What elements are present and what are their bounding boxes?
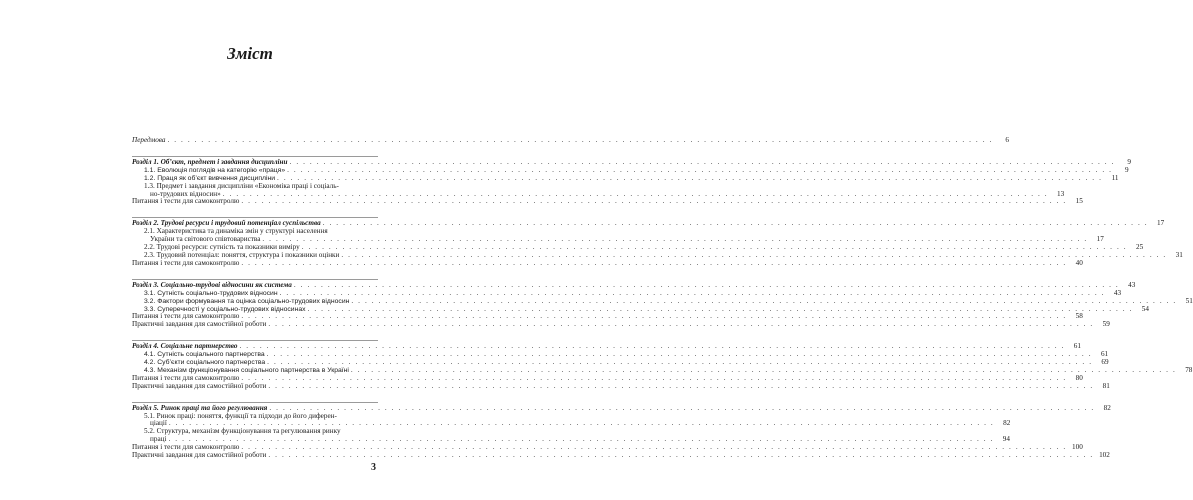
page-number: 3 [371, 462, 376, 473]
toc-leader-dots [277, 175, 1102, 183]
toc-leader-dots [323, 220, 1148, 228]
toc-page-number: 13 [1057, 189, 1065, 198]
toc-page-number: 25 [1135, 243, 1144, 252]
toc-page-number: 40 [1075, 258, 1083, 267]
toc-page-number: 43 [1113, 288, 1122, 297]
section-divider [132, 402, 378, 403]
toc-label: 1.2. Праця як об’єкт вивчення дисципліни [144, 174, 276, 182]
toc-leader-dots [241, 198, 1066, 206]
toc-label-continued: но-трудових відносин» [150, 189, 221, 198]
toc-label: Питання і тести для самоконтролю [132, 258, 240, 267]
toc-label: 4.3. Механізм функціонування соціального партнерства в Україні [144, 366, 349, 374]
toc-page-number: 58 [1075, 312, 1083, 321]
toc-tasks-4[interactable] [132, 381, 1110, 391]
toc-label: Передмова [132, 136, 166, 144]
toc-label: Питання і тести для самоконтролю [132, 312, 240, 321]
toc-leader-dots [269, 405, 1094, 413]
toc-leader-dots [241, 260, 1066, 268]
toc-page-number: 61 [1100, 350, 1109, 359]
toc-page-number: 43 [1128, 280, 1136, 289]
section-divider [132, 156, 378, 157]
table-of-contents [132, 136, 1193, 460]
toc-page-number: 61 [1073, 342, 1081, 351]
toc-label: 2.1. Характеристика та динаміка змін у структурі населення [144, 227, 328, 236]
toc-label: Розділ 1. Об’єкт, предмет і завдання дисципліни [132, 157, 288, 166]
toc-leader-dots [268, 383, 1093, 391]
toc-page-number: 31 [1175, 250, 1183, 259]
toc-item-3-1[interactable] [132, 288, 1122, 298]
toc-page-number: 6 [1005, 136, 1009, 144]
toc-label-continued: ціації [150, 419, 167, 428]
page-title: Зміст [227, 44, 273, 63]
toc-label-continued: України та світового співтовариства [150, 235, 261, 244]
toc-item-4-2[interactable] [132, 358, 1109, 367]
toc-leader-dots [268, 321, 1093, 329]
toc-page-number: 81 [1102, 381, 1110, 390]
toc-tests-2[interactable] [132, 258, 1083, 268]
toc-label: Питання і тести для самоконтролю [132, 373, 240, 382]
toc-tasks-5[interactable] [132, 451, 1110, 460]
toc-label: Розділ 5. Ринок праці та його регулювання [132, 403, 268, 412]
toc-page-number: 17 [1096, 235, 1104, 244]
toc-tests-1[interactable] [132, 197, 1083, 206]
toc-page-number: 9 [1127, 157, 1131, 166]
toc-page-number: 11 [1111, 173, 1119, 182]
toc-label: 2.3. Трудовий потенціал: поняття, структура і показники оцінки [144, 250, 340, 259]
toc-page-number: 17 [1156, 219, 1165, 228]
toc-label: 3.3. Суперечності у соціально-трудових відносинах [144, 305, 306, 313]
toc-label: 4.1. Сутність соціального партнерства [144, 351, 265, 359]
toc-label: 3.2. Фактори формування та оцінка соціально-трудових відносин [144, 297, 350, 305]
toc-page-number: 94 [1002, 435, 1010, 444]
toc-label: Розділ 2. Трудові ресурси і трудовий потенціал суспільства [132, 219, 321, 228]
toc-page-number: 102 [1099, 451, 1110, 460]
toc-label: Розділ 4. Соціальне партнерство [132, 342, 238, 351]
toc-page-number: 15 [1075, 197, 1083, 206]
toc-leader-dots [167, 137, 992, 145]
toc-label: 2.2. Трудові ресурси: сутність та показники виміру [144, 243, 300, 252]
toc-label: 5.2. Структура, механізм функціонування та регулювання ринку [144, 427, 341, 436]
toc-page-number: 59 [1102, 320, 1110, 329]
toc-page-number: 80 [1075, 373, 1083, 382]
toc-label: Питання і тести для самоконтролю [132, 197, 240, 206]
toc-tasks-3[interactable] [132, 320, 1110, 329]
toc-label: 3.1. Сутність соціально-трудових відносин [144, 289, 278, 297]
toc-label: Розділ 3. Соціально-трудові відносини як система [132, 280, 292, 289]
toc-label: Практичні завдання для самостійної роботи [132, 451, 267, 460]
toc-page-number: 82 [1103, 403, 1111, 412]
toc-label: Практичні завдання для самостійної роботи [132, 320, 267, 329]
toc-label: Питання і тести для самоконтролю [132, 443, 240, 452]
toc-page-number: 69 [1101, 358, 1109, 367]
section-divider [132, 279, 378, 280]
toc-page-number: 82 [1003, 419, 1011, 428]
toc-label: 4.2. Суб’єкти соціального партнерства [144, 359, 266, 367]
toc-leader-dots [268, 452, 1093, 460]
toc-label: 1.3. Предмет і завдання дисципліни «Економіка праці і соціаль- [144, 181, 339, 190]
toc-page-number: 51 [1185, 296, 1193, 305]
toc-label: Практичні завдання для самостійної роботи [132, 381, 267, 390]
toc-page-number: 78 [1185, 365, 1193, 374]
toc-label-continued: праці [150, 435, 167, 444]
toc-page-number: 100 [1072, 443, 1083, 452]
toc-page-number: 54 [1141, 304, 1149, 313]
toc-label: 1.1. Еволюція поглядів на категорію «праця» [144, 166, 286, 174]
toc-entry-preface[interactable] [132, 136, 1009, 145]
toc-label: 5.1. Ринок праці: поняття, функції та підходи до його диферен- [144, 411, 337, 420]
toc-page-number: 9 [1124, 165, 1129, 174]
